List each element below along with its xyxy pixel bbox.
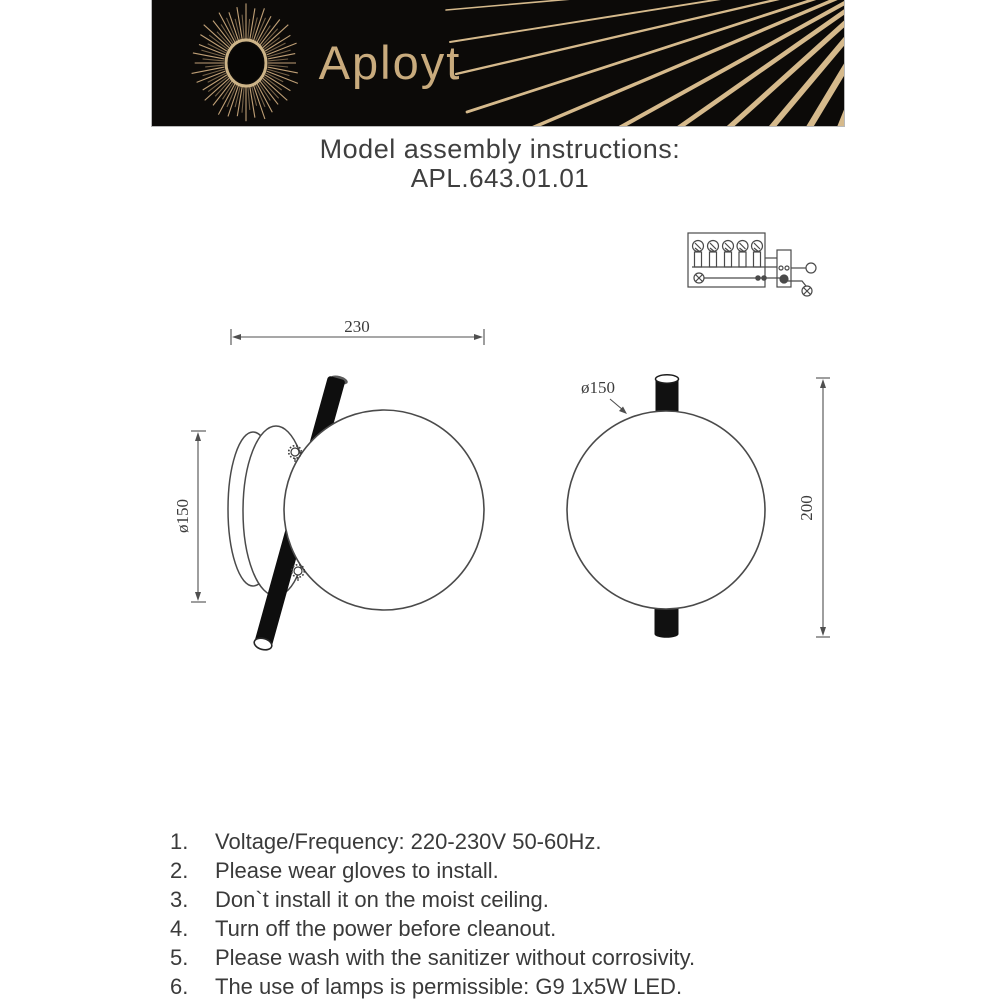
- list-item: [170, 972, 890, 1001]
- list-item: [170, 914, 890, 943]
- diameter-dimension-left: [191, 431, 206, 602]
- list-item: [170, 856, 890, 885]
- top-stem: [656, 375, 679, 414]
- height-dimension-label: 200: [797, 495, 816, 521]
- item-text: The use of lamps is permissible: G9 1x5W LED.: [215, 974, 683, 999]
- globe-outline-front: [567, 411, 765, 609]
- item-number: 2.: [170, 858, 189, 883]
- item-number: 5.: [170, 945, 189, 970]
- item-text: Please wash with the sanitizer without corrosivity.: [215, 945, 696, 970]
- item-text: Please wear gloves to install.: [215, 858, 499, 883]
- terminal-screws: [693, 241, 763, 268]
- ground-screw: [694, 273, 704, 283]
- list-item: [170, 827, 890, 856]
- lamp-terminal: [806, 263, 816, 273]
- diameter-dimension-right-label: ø150: [581, 378, 615, 397]
- page-title: Model assembly instructions:: [319, 134, 681, 164]
- item-number: 3.: [170, 887, 189, 912]
- diameter-dimension-left-label: ø150: [173, 499, 192, 533]
- diameter-leader: [610, 399, 627, 414]
- height-dimension: [816, 378, 830, 637]
- instructions-list: [170, 827, 890, 1001]
- item-text: Turn off the power before cleanout.: [215, 916, 557, 941]
- wiring-diagram: [688, 233, 816, 296]
- ground-screw-2: [802, 286, 812, 296]
- front-view: [567, 375, 830, 638]
- globe-outline-side: [284, 410, 484, 610]
- list-item: [170, 885, 890, 914]
- item-number: 6.: [170, 974, 189, 999]
- width-dimension-label: 230: [344, 317, 370, 336]
- list-item: [170, 943, 890, 972]
- model-number: APL.643.01.01: [410, 163, 590, 193]
- item-number: 1.: [170, 829, 189, 854]
- item-number: 4.: [170, 916, 189, 941]
- item-text: Voltage/Frequency: 220-230V 50-60Hz.: [215, 829, 602, 854]
- item-text: Don`t install it on the moist ceiling.: [215, 887, 549, 912]
- side-view: [173, 317, 484, 652]
- bottom-stem: [655, 606, 679, 638]
- brand-wordmark: Aployt: [318, 36, 462, 89]
